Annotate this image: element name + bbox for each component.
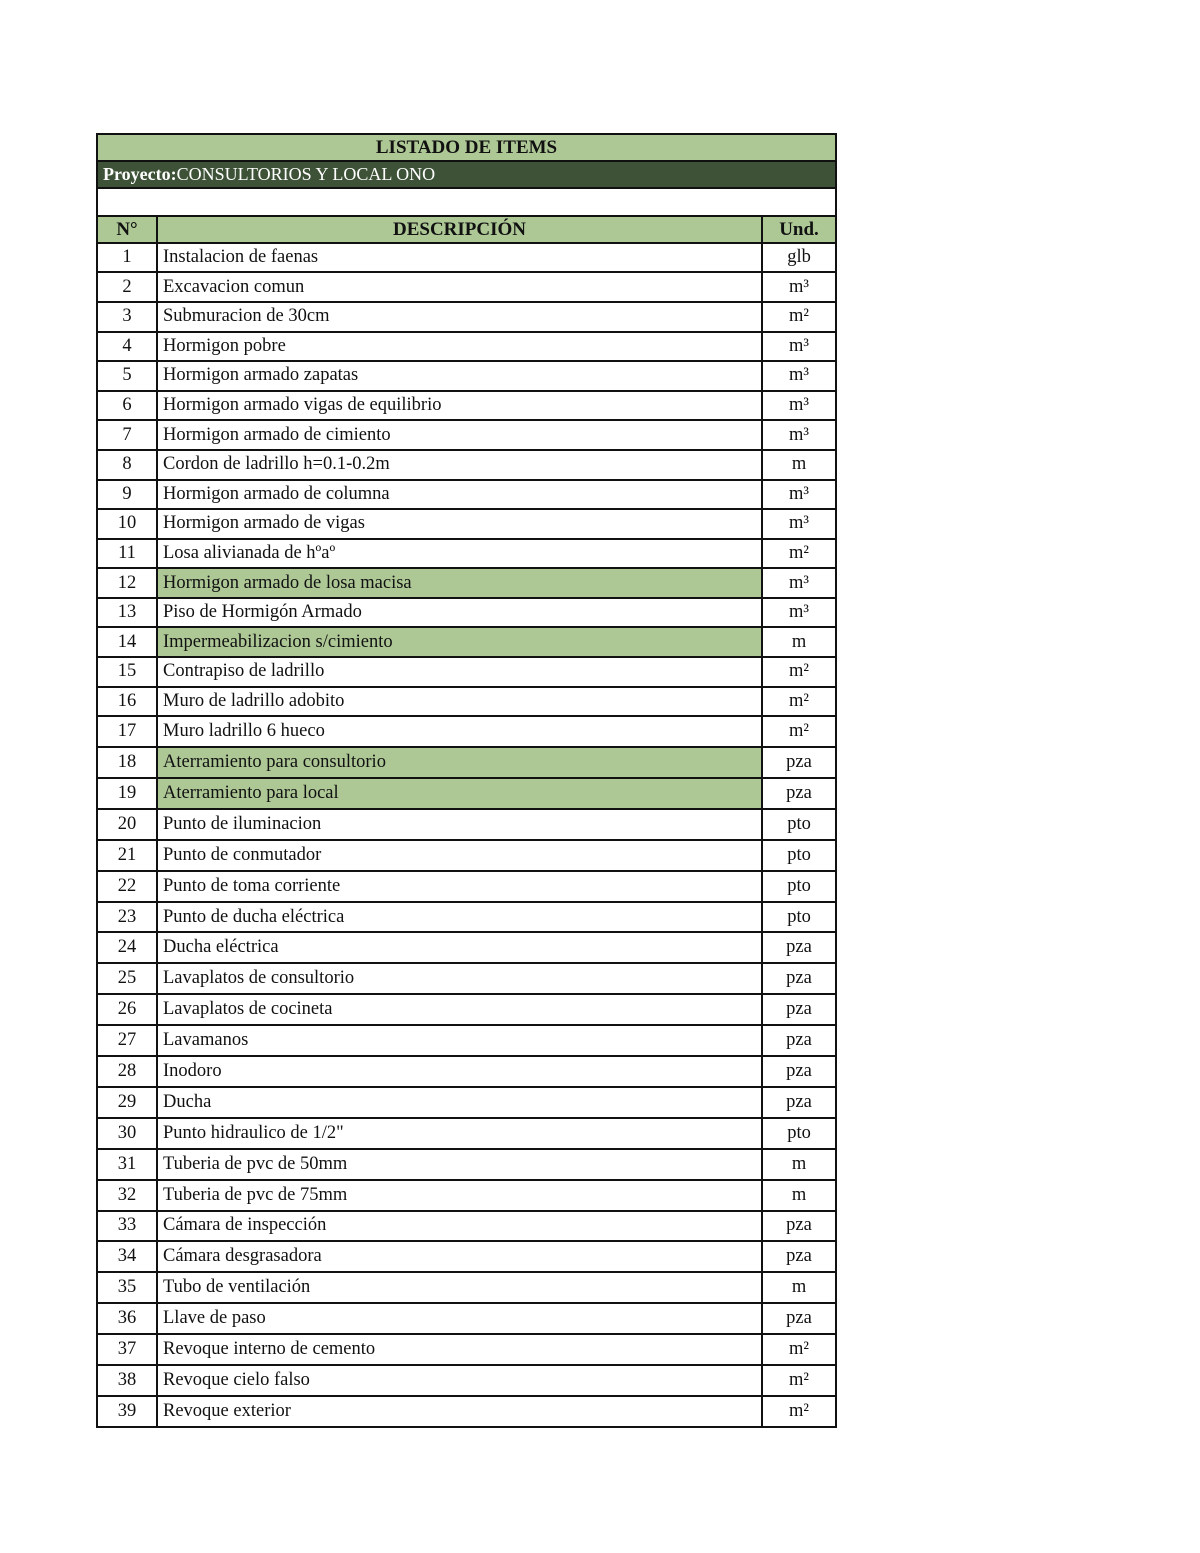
item-unit: m² [762, 657, 836, 687]
item-unit: m² [762, 716, 836, 747]
item-number: 35 [97, 1272, 157, 1303]
item-unit: pza [762, 1087, 836, 1118]
item-description: Piso de Hormigón Armado [157, 598, 762, 628]
table-row [97, 1241, 836, 1272]
item-unit: pto [762, 902, 836, 933]
item-number: 19 [97, 778, 157, 809]
item-unit: pza [762, 932, 836, 963]
item-number: 17 [97, 716, 157, 747]
item-description: Tuberia de pvc de 75mm [157, 1180, 762, 1211]
item-description: Ducha eléctrica [157, 932, 762, 963]
table-row [97, 932, 836, 963]
item-number: 2 [97, 272, 157, 302]
item-unit: m³ [762, 391, 836, 421]
item-unit: m³ [762, 568, 836, 598]
table-row [97, 1365, 836, 1396]
item-description: Tubo de ventilación [157, 1272, 762, 1303]
item-description: Aterramiento para consultorio [157, 747, 762, 778]
item-description: Hormigon armado de losa macisa [157, 568, 762, 598]
column-header-row [97, 216, 836, 243]
item-number: 32 [97, 1180, 157, 1211]
item-description: Cámara de inspección [157, 1211, 762, 1242]
table-row [97, 840, 836, 871]
item-number: 18 [97, 747, 157, 778]
item-description: Inodoro [157, 1056, 762, 1087]
item-unit: pza [762, 747, 836, 778]
item-number: 7 [97, 420, 157, 450]
item-number: 8 [97, 450, 157, 480]
item-unit: m [762, 1272, 836, 1303]
item-unit: pza [762, 1056, 836, 1087]
item-unit: pza [762, 1211, 836, 1242]
table-row [97, 539, 836, 569]
item-description: Lavaplatos de cocineta [157, 994, 762, 1025]
item-number: 34 [97, 1241, 157, 1272]
item-unit: m² [762, 687, 836, 717]
item-unit: m [762, 450, 836, 480]
item-unit: pto [762, 1118, 836, 1149]
item-unit: m³ [762, 509, 836, 539]
table-row [97, 420, 836, 450]
table-row [97, 302, 836, 332]
table-row [97, 598, 836, 628]
item-number: 38 [97, 1365, 157, 1396]
item-unit: m² [762, 1396, 836, 1427]
item-number: 11 [97, 539, 157, 569]
item-number: 20 [97, 809, 157, 840]
item-number: 36 [97, 1303, 157, 1334]
item-description: Revoque exterior [157, 1396, 762, 1427]
item-unit: pza [762, 994, 836, 1025]
table-row [97, 1087, 836, 1118]
project-label: Proyecto: [103, 164, 177, 185]
table-row [97, 1272, 836, 1303]
column-header-description: DESCRIPCIÓN [157, 216, 762, 243]
item-number: 21 [97, 840, 157, 871]
item-unit: m [762, 627, 836, 657]
item-description: Lavaplatos de consultorio [157, 963, 762, 994]
item-number: 3 [97, 302, 157, 332]
item-description: Impermeabilizacion s/cimiento [157, 627, 762, 657]
items-table-body [97, 134, 836, 1427]
item-number: 30 [97, 1118, 157, 1149]
item-number: 4 [97, 332, 157, 362]
items-table [96, 133, 837, 1428]
table-row [97, 1149, 836, 1180]
item-number: 15 [97, 657, 157, 687]
title-row [97, 134, 836, 161]
blank-row [97, 188, 836, 215]
item-unit: pto [762, 871, 836, 902]
item-unit: m³ [762, 332, 836, 362]
item-number: 23 [97, 902, 157, 933]
item-description: Cámara desgrasadora [157, 1241, 762, 1272]
item-description: Punto de ducha eléctrica [157, 902, 762, 933]
item-unit: pza [762, 1241, 836, 1272]
table-row [97, 809, 836, 840]
item-number: 33 [97, 1211, 157, 1242]
item-description: Punto de iluminacion [157, 809, 762, 840]
table-row [97, 627, 836, 657]
item-description: Punto de conmutador [157, 840, 762, 871]
item-description: Muro de ladrillo adobito [157, 687, 762, 717]
column-header-unit: Und. [762, 216, 836, 243]
item-number: 28 [97, 1056, 157, 1087]
table-row [97, 716, 836, 747]
table-row [97, 361, 836, 391]
table-row [97, 1303, 836, 1334]
item-description: Contrapiso de ladrillo [157, 657, 762, 687]
table-row [97, 272, 836, 302]
item-description: Hormigon armado zapatas [157, 361, 762, 391]
table-row [97, 1396, 836, 1427]
item-description: Excavacion comun [157, 272, 762, 302]
item-description: Punto hidraulico de 1/2" [157, 1118, 762, 1149]
item-number: 6 [97, 391, 157, 421]
table-row [97, 509, 836, 539]
table-row [97, 1211, 836, 1242]
table-row [97, 994, 836, 1025]
item-unit: m³ [762, 361, 836, 391]
item-unit: m³ [762, 480, 836, 510]
table-row [97, 243, 836, 273]
item-unit: m³ [762, 420, 836, 450]
table-row [97, 657, 836, 687]
item-description: Hormigon armado de cimiento [157, 420, 762, 450]
table-row [97, 963, 836, 994]
item-number: 25 [97, 963, 157, 994]
item-description: Hormigon pobre [157, 332, 762, 362]
item-description: Aterramiento para local [157, 778, 762, 809]
item-number: 14 [97, 627, 157, 657]
item-description: Losa alivianada de hºaº [157, 539, 762, 569]
item-description: Lavamanos [157, 1025, 762, 1056]
item-unit: pto [762, 840, 836, 871]
item-number: 31 [97, 1149, 157, 1180]
item-unit: pza [762, 1303, 836, 1334]
item-number: 13 [97, 598, 157, 628]
item-number: 39 [97, 1396, 157, 1427]
item-unit: pza [762, 1025, 836, 1056]
table-row [97, 1118, 836, 1149]
item-description: Hormigon armado de columna [157, 480, 762, 510]
item-unit: m³ [762, 598, 836, 628]
item-unit: m² [762, 539, 836, 569]
table-row [97, 902, 836, 933]
table-row [97, 332, 836, 362]
item-unit: m³ [762, 272, 836, 302]
item-unit: pto [762, 809, 836, 840]
table-row [97, 568, 836, 598]
table-row [97, 480, 836, 510]
item-number: 9 [97, 480, 157, 510]
item-description: Muro ladrillo 6 hueco [157, 716, 762, 747]
item-description: Instalacion de faenas [157, 243, 762, 273]
item-unit: pza [762, 963, 836, 994]
item-unit: glb [762, 243, 836, 273]
table-row [97, 747, 836, 778]
item-description: Hormigon armado vigas de equilibrio [157, 391, 762, 421]
table-row [97, 778, 836, 809]
table-row [97, 1056, 836, 1087]
item-unit: m² [762, 302, 836, 332]
table-row [97, 1180, 836, 1211]
item-number: 5 [97, 361, 157, 391]
project-row [97, 161, 836, 188]
table-row [97, 450, 836, 480]
item-description: Hormigon armado de vigas [157, 509, 762, 539]
item-description: Revoque cielo falso [157, 1365, 762, 1396]
table-title: LISTADO DE ITEMS [97, 134, 836, 161]
item-unit: m [762, 1149, 836, 1180]
project-cell [97, 161, 836, 188]
item-unit: m² [762, 1365, 836, 1396]
item-number: 24 [97, 932, 157, 963]
item-number: 26 [97, 994, 157, 1025]
table-row [97, 1025, 836, 1056]
item-description: Llave de paso [157, 1303, 762, 1334]
item-number: 29 [97, 1087, 157, 1118]
item-number: 12 [97, 568, 157, 598]
table-row [97, 687, 836, 717]
item-number: 37 [97, 1334, 157, 1365]
item-number: 22 [97, 871, 157, 902]
item-description: Submuracion de 30cm [157, 302, 762, 332]
item-number: 10 [97, 509, 157, 539]
item-description: Cordon de ladrillo h=0.1-0.2m [157, 450, 762, 480]
item-unit: m [762, 1180, 836, 1211]
column-header-number: N° [97, 216, 157, 243]
project-name: CONSULTORIOS Y LOCAL ONO [176, 164, 436, 185]
table-row [97, 1334, 836, 1365]
item-number: 27 [97, 1025, 157, 1056]
item-description: Tuberia de pvc de 50mm [157, 1149, 762, 1180]
item-unit: pza [762, 778, 836, 809]
item-unit: m² [762, 1334, 836, 1365]
table-row [97, 871, 836, 902]
item-number: 16 [97, 687, 157, 717]
table-row [97, 391, 836, 421]
blank-cell [97, 188, 836, 215]
item-description: Punto de toma corriente [157, 871, 762, 902]
item-description: Revoque interno de cemento [157, 1334, 762, 1365]
item-description: Ducha [157, 1087, 762, 1118]
item-number: 1 [97, 243, 157, 273]
